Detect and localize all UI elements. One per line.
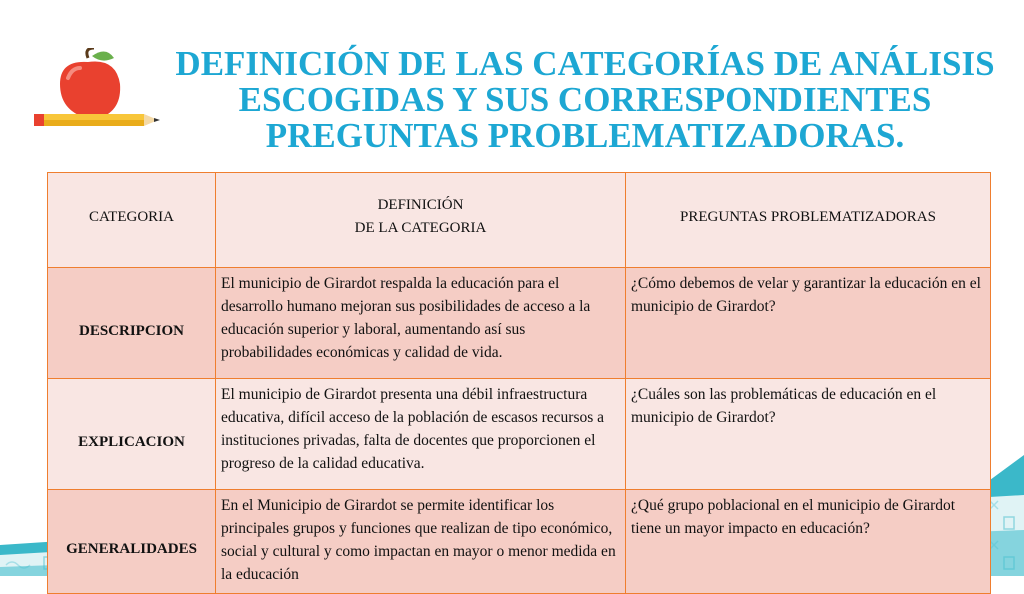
page-title — [170, 46, 1000, 154]
title-line-1: DEFINICIÓN DE LAS CATEGORÍAS DE ANÁLISIS — [175, 44, 995, 83]
title-line-3: PREGUNTAS PROBLEMATIZADORAS. — [265, 116, 905, 155]
row-question: ¿Cómo debemos de velar y garantizar la educación en el municipio de Girardot? — [626, 268, 991, 379]
table-row — [48, 490, 991, 594]
header-definicion-line-1: DEFINICIÓN — [377, 197, 464, 213]
header-preguntas: PREGUNTAS PROBLEMATIZADORAS — [626, 173, 991, 268]
table-row — [48, 379, 991, 490]
header-definicion-line-2: DE LA CATEGORIA — [354, 220, 487, 236]
header-definicion — [216, 173, 626, 268]
row-category: GENERALIDADES — [48, 490, 216, 594]
row-question: ¿Cuáles son las problemáticas de educación en el municipio de Girardot? — [626, 379, 991, 490]
table-header-row — [48, 173, 991, 268]
row-definition: En el Municipio de Girardot se permite identificar los principales grupos y funciones que realizan de tipo económico, social y cultural y como impactan en mayor o menor medida en la educación — [216, 490, 626, 594]
row-category: EXPLICACION — [48, 379, 216, 490]
categories-table — [47, 172, 991, 594]
title-line-2: ESCOGIDAS Y SUS CORRESPONDIENTES — [238, 80, 932, 119]
row-definition: El municipio de Girardot presenta una débil infraestructura educativa, difícil acceso de la población de escasos recursos a instituciones privadas, falta de docentes que proporcionen el progreso de la calidad educativa. — [216, 379, 626, 490]
row-category: DESCRIPCION — [48, 268, 216, 379]
header-categoria: CATEGORIA — [48, 173, 216, 268]
apple-on-pencil-icon — [30, 48, 165, 132]
row-definition: El municipio de Girardot respalda la educación para el desarrollo humano mejoran sus posibilidades de acceso a la educación superior y laboral, aumentando así sus probabilidades económicas y calidad de vida. — [216, 268, 626, 379]
row-question: ¿Qué grupo poblacional en el municipio de Girardot tiene un mayor impacto en educación? — [626, 490, 991, 594]
table-row — [48, 268, 991, 379]
